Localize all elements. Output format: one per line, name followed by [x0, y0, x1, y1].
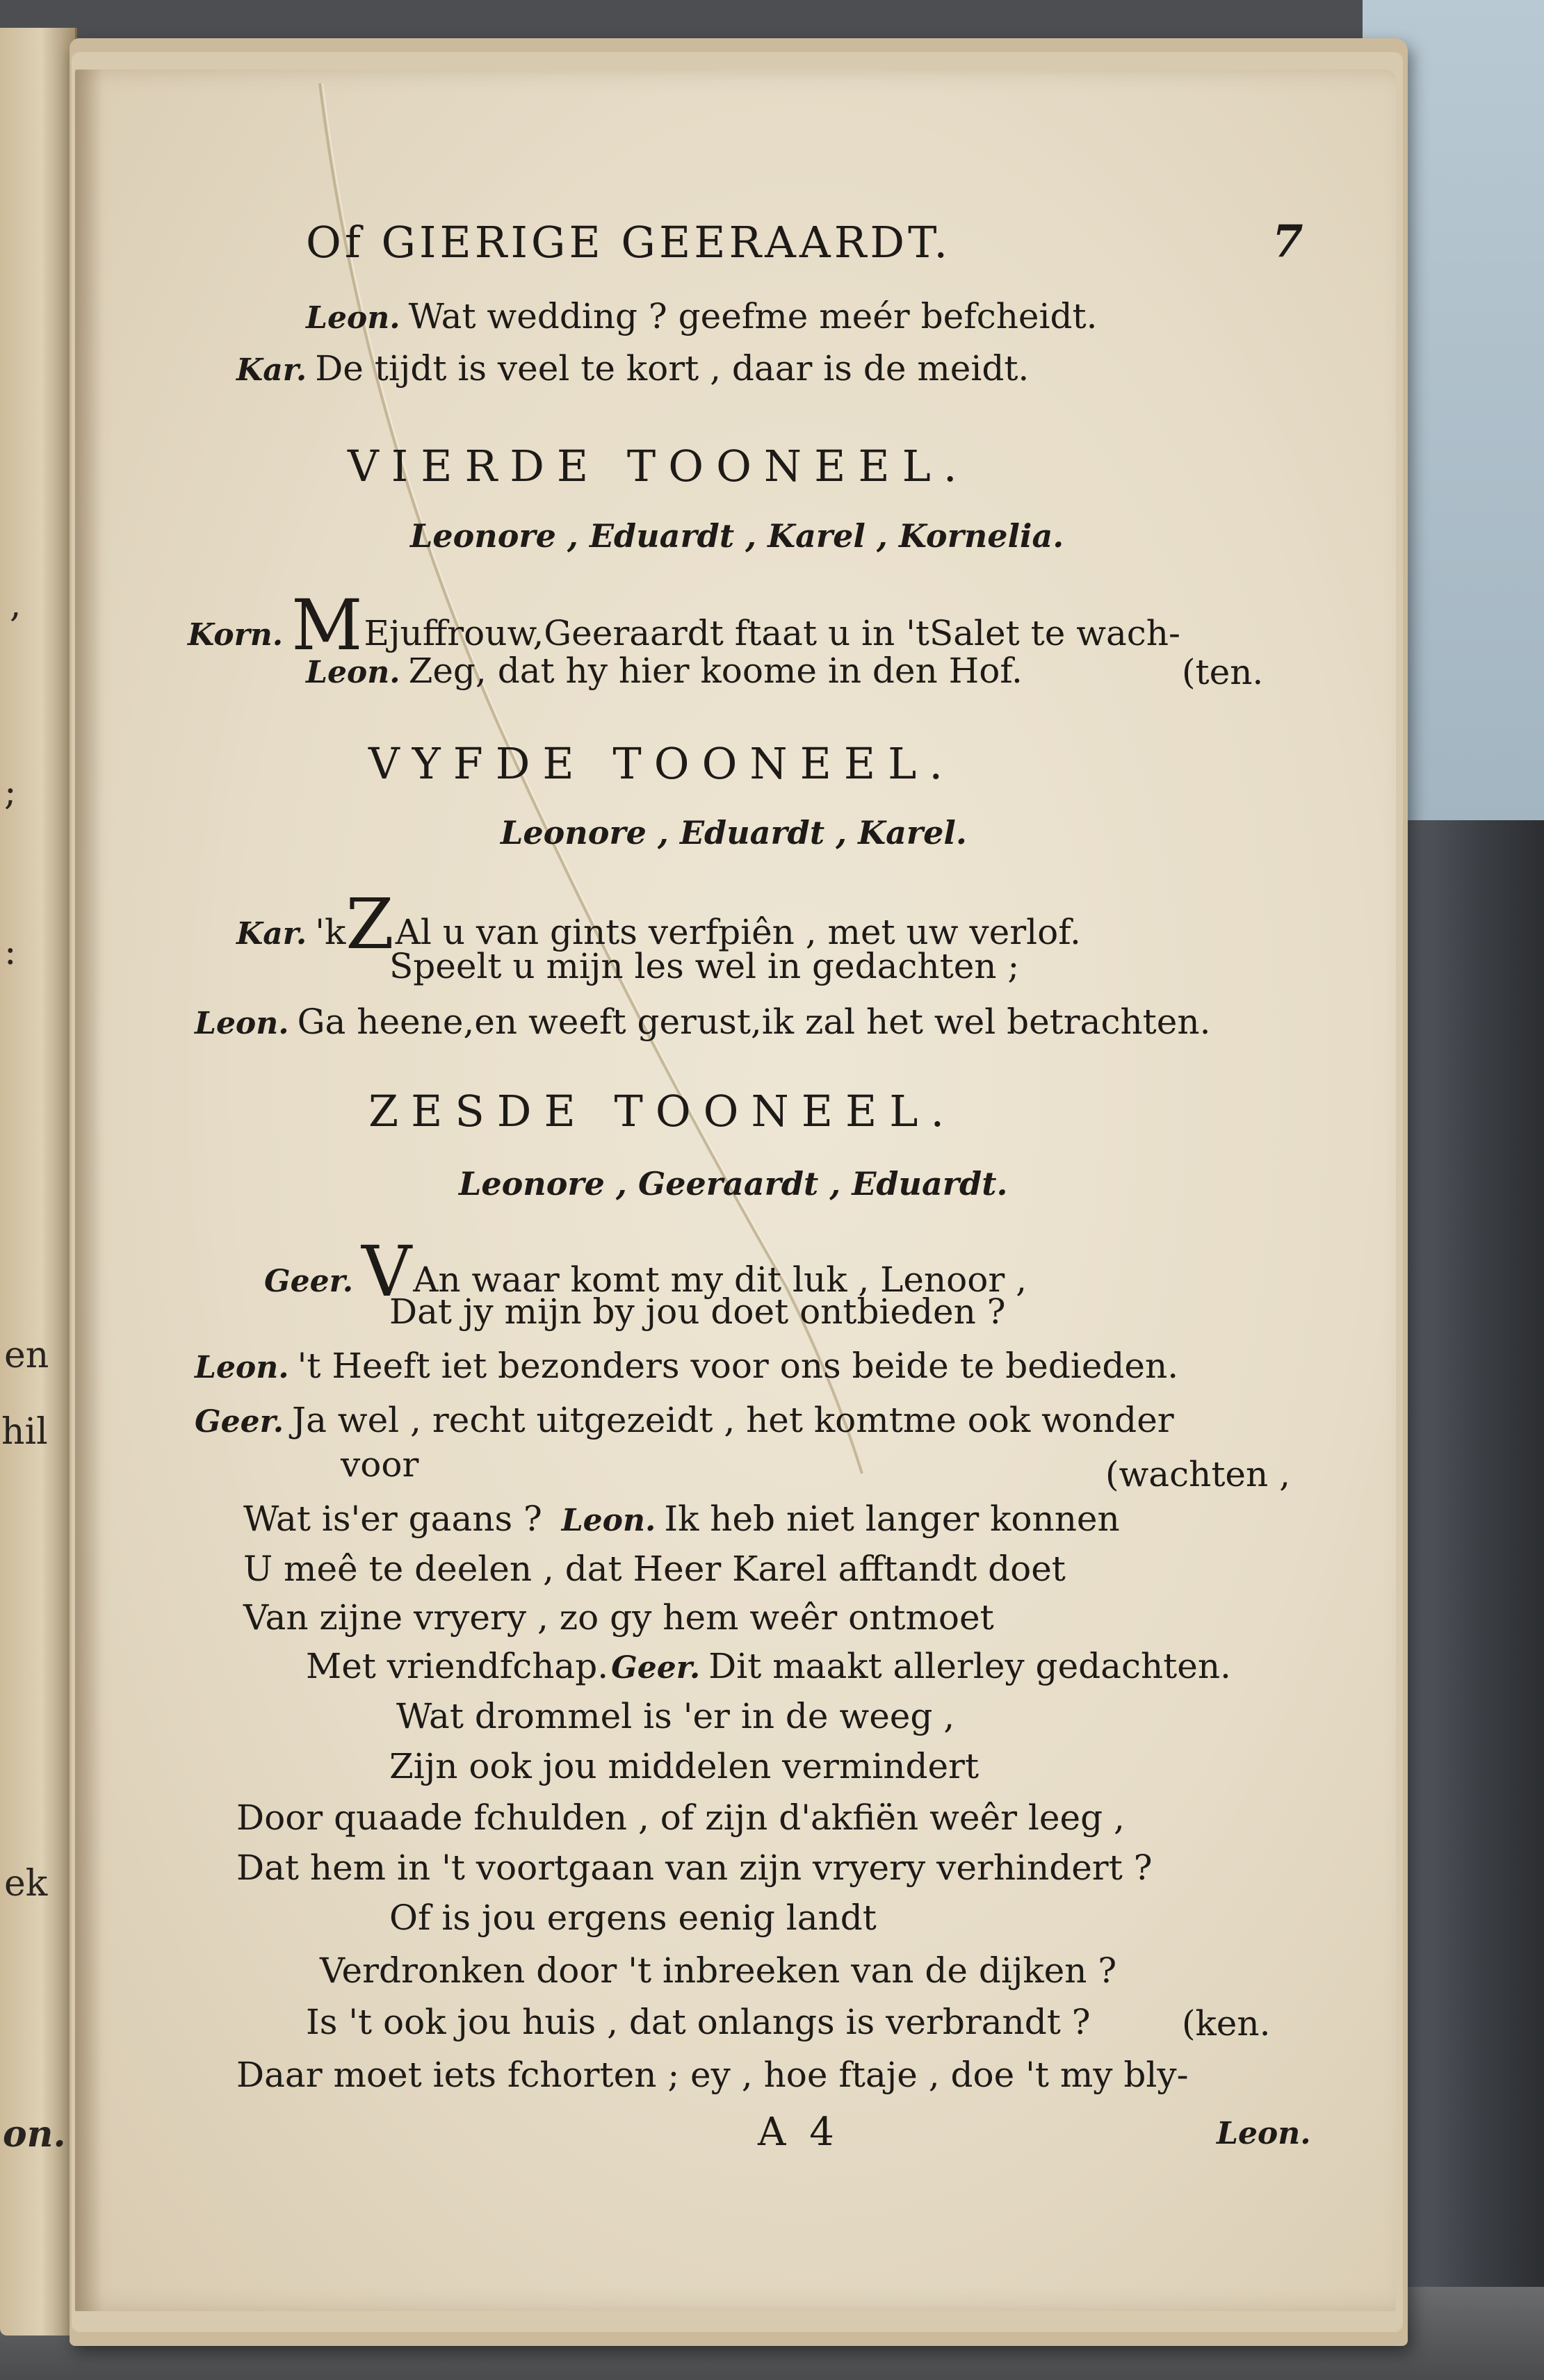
verse-line [195, 1002, 1211, 1042]
verse-line [188, 585, 1180, 666]
catchword: Leon. [1217, 2116, 1311, 2151]
page-number: 7 [1272, 215, 1303, 268]
verse-line [243, 1499, 1120, 1539]
margin-fragment: , [10, 584, 22, 626]
verse-line: Dat hem in 't voortgaan van zijn vryery verhindert ? [236, 1848, 1153, 1888]
drop-initial: Z [346, 883, 394, 965]
speaker: Leon. [306, 655, 400, 690]
verse-line: Wat drommel is 'er in de weeg , [396, 1696, 955, 1736]
speaker: Leon. [195, 1350, 289, 1385]
line-text: Met vriendfchap. [306, 1646, 609, 1686]
verse-line [306, 296, 1098, 336]
margin-fragment: hil [1, 1411, 48, 1453]
line-text: De tijdt is veel te kort , daar is de meidt. [315, 348, 1030, 389]
margin-fragment: on. [3, 2113, 66, 2155]
running-head: Of GIERIGE GEERAARDT. [306, 217, 952, 268]
verse-line: Zijn ook jou middelen vermindert [389, 1746, 980, 1786]
turnover: (wachten , [1105, 1454, 1290, 1494]
verse-line: Is 't ook jou huis , dat onlangs is verbrandt ? [306, 2002, 1091, 2042]
speaker: Geer. [611, 1650, 701, 1686]
cast-list: Leonore , Eduardt , Karel. [501, 814, 967, 851]
line-text: An waar komt my dit luk , Lenoor , [413, 1260, 1027, 1300]
line-text: Ja wel , recht uitgezeidt , het komtme ook wonder [292, 1400, 1174, 1440]
line-text: 't Heeft iet bezonders voor ons beide te bedieden. [297, 1346, 1179, 1386]
verse-line: Daar moet iets fchorten ; ey , hoe ftaje , doe 't my bly- [236, 2055, 1189, 2095]
margin-fragment: ; [4, 772, 17, 813]
margin-fragment: : [4, 931, 17, 973]
scene-heading: VIERDE TOONEEL. [348, 441, 970, 491]
verse-line: Dat jy mijn by jou doet ontbieden ? [389, 1291, 1006, 1332]
line-text: Ejuffrouw,Geeraardt ftaat u in 'tSalet te wach- [364, 613, 1180, 653]
margin-fragment: en [4, 1335, 49, 1376]
verse-line: Door quaade fchulden , of zijn d'akfiën weêr leeg , [236, 1798, 1125, 1838]
line-text: Al u van gints verfpiên , met uw verlof. [395, 912, 1081, 952]
signature-mark: A 4 [758, 2110, 840, 2155]
verse-line [236, 348, 1030, 389]
speaker: Leon. [195, 1006, 289, 1041]
line-text: Zeg, dat hy hier koome in den Hof. [408, 651, 1023, 691]
verse-line: Speelt u mijn les wel in gedachten ; [389, 946, 1020, 986]
speaker: Kar. [236, 916, 307, 952]
margin-fragment: ek [4, 1863, 48, 1905]
turnover: (ken. [1182, 2003, 1271, 2044]
speaker: Geer. [195, 1404, 284, 1440]
line-text: Ga heene,en weeft gerust,ik zal het wel betrachten. [297, 1002, 1211, 1042]
cast-list: Leonore , Geeraardt , Eduardt. [459, 1165, 1008, 1203]
verse-line: Van zijne vryery , zo gy hem weêr ontmoet [243, 1597, 994, 1638]
verse-line [195, 1346, 1179, 1386]
speaker: Leon. [561, 1503, 656, 1538]
verse-line: Of is jou ergens eenig landt [389, 1898, 877, 1938]
verse-line [306, 1646, 1231, 1686]
turnover: (ten. [1182, 652, 1264, 692]
line-prefix: 'k [315, 912, 346, 952]
speaker: Kar. [236, 352, 307, 388]
speaker: Korn. [188, 617, 284, 653]
line-text: Ik heb niet langer konnen [664, 1499, 1120, 1539]
scene-heading: VYFDE TOONEEL. [368, 738, 956, 789]
speaker: Geer. [264, 1264, 354, 1299]
verse-line [306, 651, 1023, 691]
scene-heading: ZESDE TOONEEL. [368, 1086, 957, 1136]
verse-line [195, 1400, 1174, 1440]
cast-list: Leonore , Eduardt , Karel , Kornelia. [410, 517, 1064, 555]
speaker: Leon. [306, 300, 400, 336]
verse-line: voor [341, 1444, 419, 1485]
verse-line: Verdronken door 't inbreeken van de dijken ? [320, 1950, 1117, 1991]
line-text: Wat wedding ? geefme meér befcheidt. [408, 296, 1098, 336]
verse-line: U meê te deelen , dat Heer Karel afftandt doet [243, 1549, 1066, 1589]
verse-line [236, 883, 1081, 965]
line-text: Wat is'er gaans ? [243, 1499, 542, 1539]
drop-initial: M [291, 585, 363, 666]
drop-initial: V [361, 1231, 412, 1312]
line-text: Dit maakt allerley gedachten. [708, 1646, 1231, 1686]
